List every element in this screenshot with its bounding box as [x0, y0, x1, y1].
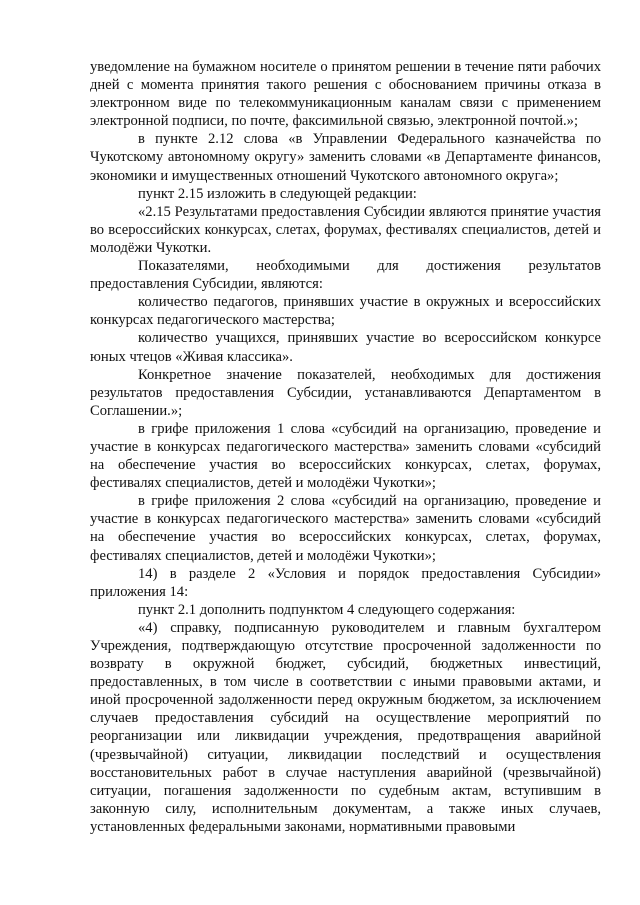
paragraph: Показателями, необходимыми для достижения результатов предоставления Субсидии, являются: [90, 258, 601, 293]
paragraph: в грифе приложения 2 слова «субсидий на организацию, проведение и участие в конкурсах педагогического мастерства» заменить словами «субсидий на обеспечение участия во всероссийских конкурсах, слетах, форумах, фестивалях специалистов, детей и молодёжи Чукотки»; [90, 493, 601, 564]
paragraph: «4) справку, подписанную руководителем и главным бухгалтером Учреждения, подтверждающую отсутствие просроченной задолженности по возврату в окружной бюджет, субсидий, бюджетных инвестиций, предоставленных, в том числе в соответствии с иными правовыми актами, и иной просроченной задолженности перед окружным бюджетом, за исключением случаев предоставления субсидий на осуществление мероприятий по реорганизации или ликвидации учреждения, предотвращения аварийной (чрезвычайной) ситуации, ликвидации последствий и осуществления восстановительных работ в случае наступления аварийной (чрезвычайной) ситуации, погашения задолженности по судебным актам, вступившим в законную силу, исполнительным документам, а также иных случаев, установленных федеральными законами, нормативными правовыми [90, 619, 601, 835]
paragraph: пункт 2.1 дополнить подпунктом 4 следующего содержания: [138, 601, 516, 618]
paragraph: в грифе приложения 1 слова «субсидий на организацию, проведение и участие в конкурсах педагогического мастерства» заменить словами «субсидий на обеспечение участия во всероссийских конкурсах, слетах, форумах, фестивалях специалистов, детей и молодёжи Чукотки»; [90, 420, 601, 492]
document-body [90, 58, 601, 836]
paragraph: уведомление на бумажном носителе о принятом решении в течение пяти рабочих дней с момента принятия такого решения с обоснованием причины отказа в электронном виде по телекоммуникационным каналам связи с применением электронной подписи, по почте, факсимильной связью, электронной почтой.»; [90, 59, 601, 130]
paragraph: 14) в разделе 2 «Условия и порядок предоставления Субсидии» приложения 14: [90, 565, 601, 600]
paragraph: в пункте 2.12 слова «в Управлении Федерального казначейства по Чукотскому автономному округу» заменить словами «в Департаменте финансов, экономики и имущественных отношений Чукотского автономного округа»; [90, 131, 601, 184]
paragraph: количество учащихся, принявших участие во всероссийском конкурсе юных чтецов «Живая классика». [90, 330, 601, 365]
paragraph: «2.15 Результатами предоставления Субсидии являются принятие участия во всероссийских конкурсах, слетах, форумах, фестивалях специалистов, детей и молодёжи Чукотки. [90, 203, 601, 256]
paragraph: пункт 2.15 изложить в следующей редакции: [138, 185, 417, 202]
paragraph: Конкретное значение показателей, необходимых для достижения результатов предоставления Субсидии, устанавливаются Департаментом в Соглашении.»; [90, 366, 601, 419]
paragraph: количество педагогов, принявших участие в окружных и всероссийских конкурсах педагогического мастерства; [90, 294, 601, 329]
